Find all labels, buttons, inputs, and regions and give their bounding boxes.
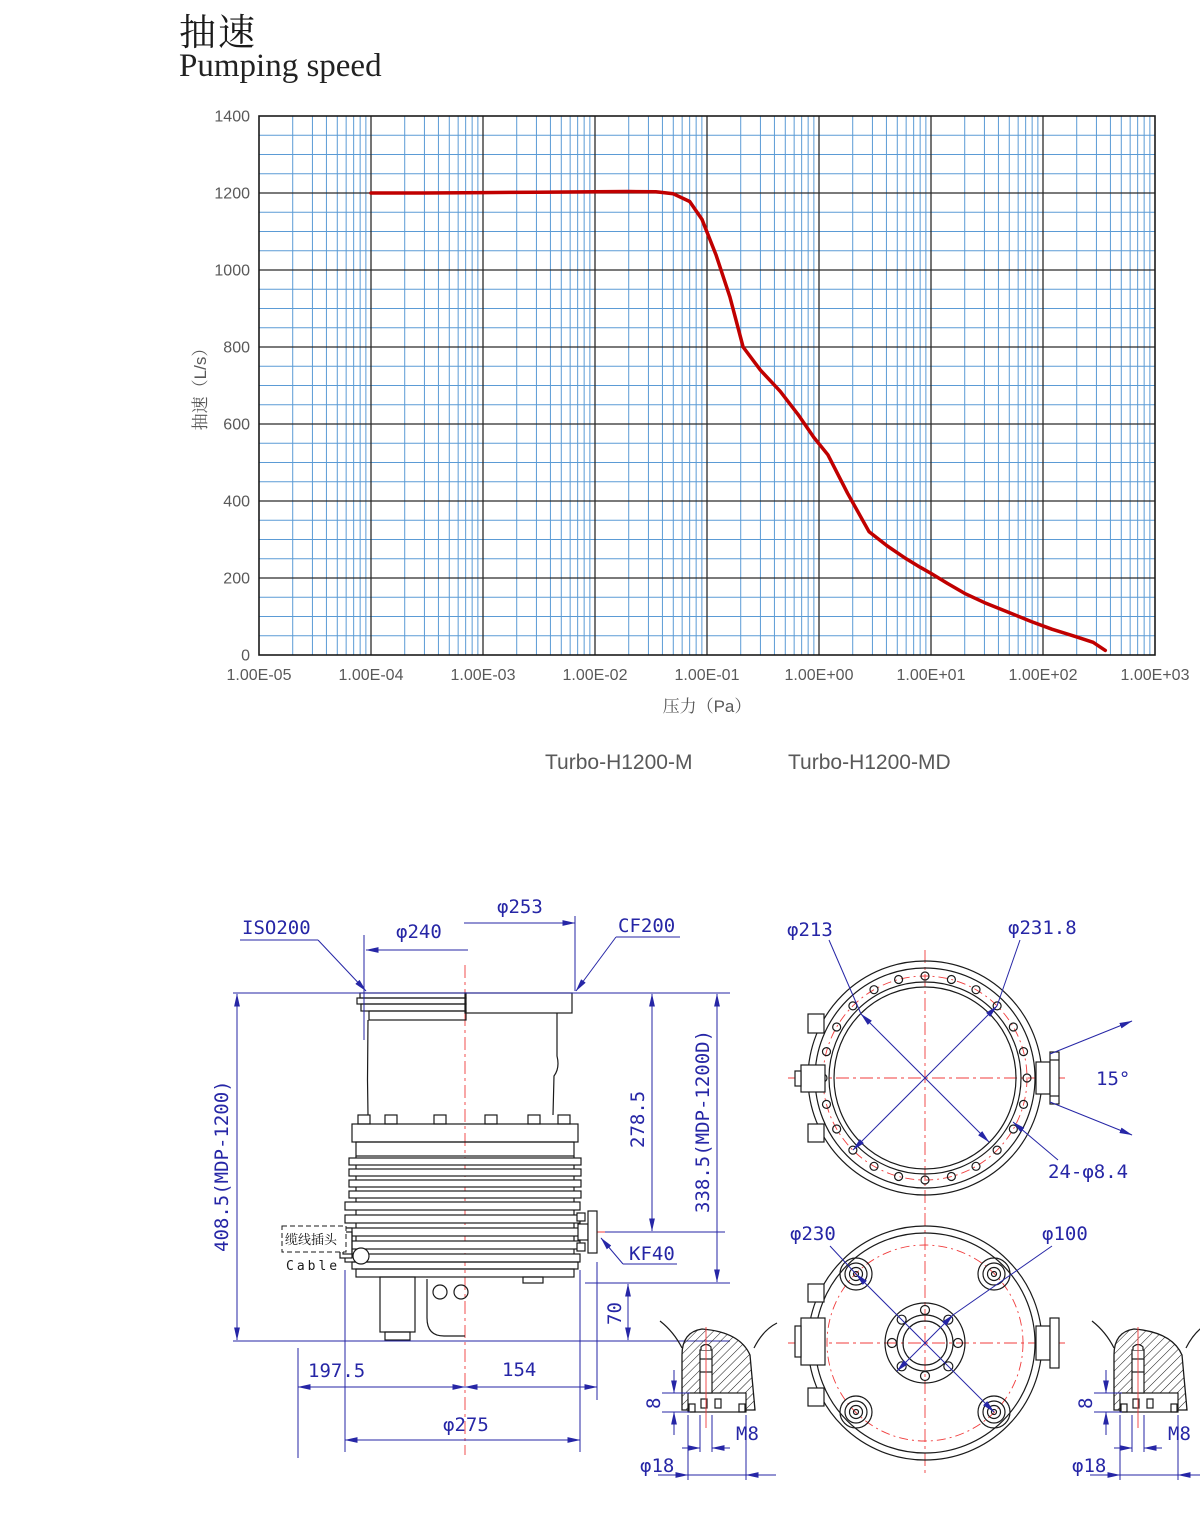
y-tick-0: 0: [241, 647, 250, 665]
x-axis-title: 压力（Pa）: [662, 697, 752, 716]
x-tick-6: 1.00E+01: [896, 667, 966, 684]
x-tick-2: 1.00E-03: [450, 667, 516, 684]
dim-angle-15: 15°: [1096, 1068, 1131, 1090]
y-tick-200: 200: [223, 570, 250, 588]
bottom-view-dimensions: [790, 1223, 1088, 1412]
engineering-drawings: [180, 880, 1200, 1516]
dim-holes-24: 24-φ8.4: [1048, 1161, 1129, 1183]
y-tick-1000: 1000: [214, 262, 250, 280]
x-tick-7: 1.00E+02: [1008, 667, 1078, 684]
y-tick-1200: 1200: [214, 185, 250, 203]
dim-70: 70: [604, 1302, 626, 1325]
dim-m8: M8: [736, 1423, 759, 1445]
y-tick-1400: 1400: [214, 108, 250, 126]
dim-height-278: 278.5: [627, 1090, 649, 1148]
bottom-view: [788, 1213, 1088, 1473]
kf40-label: KF40: [629, 1243, 675, 1265]
page-title-chinese: 抽速: [179, 11, 257, 54]
dim-m8-2: M8: [1168, 1423, 1191, 1445]
foot-detail-2: [1072, 1321, 1200, 1480]
dim-8-2: 8: [1075, 1397, 1097, 1409]
dim-height-total: 408.5(MDP-1200): [211, 1080, 233, 1252]
dim-8: 8: [643, 1397, 665, 1409]
x-tick-3: 1.00E-02: [562, 667, 628, 684]
top-view: [787, 917, 1132, 1210]
dim-phi18: φ18: [640, 1455, 675, 1477]
model-name-1: Turbo-H1200-M: [545, 751, 693, 774]
dim-phi213: φ213: [787, 919, 833, 941]
x-tick-1: 1.00E-04: [338, 667, 404, 684]
y-axis-title: 抽速（L/s）: [191, 339, 210, 431]
pump-body-outline: [345, 993, 581, 1277]
dim-phi240: φ240: [396, 921, 442, 943]
dim-154: 154: [502, 1359, 537, 1381]
x-tick-8: 1.00E+03: [1120, 667, 1190, 684]
dim-height-338: 338.5(MDP-1200D): [692, 1029, 714, 1213]
x-tick-4: 1.00E-01: [674, 667, 740, 684]
page-title-english: Pumping speed: [179, 48, 382, 84]
cable-label-zh: 缆线插头: [285, 1233, 338, 1248]
x-tick-5: 1.00E+00: [784, 667, 854, 684]
x-tick-0: 1.00E-05: [226, 667, 292, 684]
side-view: [211, 896, 730, 1458]
cable-label-box: [282, 1226, 346, 1274]
dim-phi231: φ231.8: [1008, 917, 1077, 939]
dim-phi253: φ253: [497, 896, 543, 918]
dim-phi18-2: φ18: [1072, 1455, 1107, 1477]
speed-curve: [371, 192, 1105, 651]
iso200-label: ISO200: [242, 917, 311, 939]
dim-phi100: φ100: [1042, 1223, 1088, 1245]
side-view-dimensions: [211, 896, 730, 1458]
y-tick-600: 600: [223, 416, 250, 434]
pumping-speed-chart: [180, 100, 1195, 745]
dim-phi230: φ230: [790, 1223, 836, 1245]
kf40-port: [577, 1211, 597, 1253]
cable-label-en: Cable: [286, 1259, 341, 1274]
y-tick-800: 800: [223, 339, 250, 357]
y-tick-400: 400: [223, 493, 250, 511]
cf200-label: CF200: [618, 915, 676, 937]
pump-legs: [380, 1277, 543, 1340]
dim-phi275: φ275: [443, 1414, 489, 1436]
foot-detail-1: [640, 1321, 777, 1480]
model-name-2: Turbo-H1200-MD: [788, 751, 951, 774]
dim-197: 197.5: [308, 1360, 366, 1382]
